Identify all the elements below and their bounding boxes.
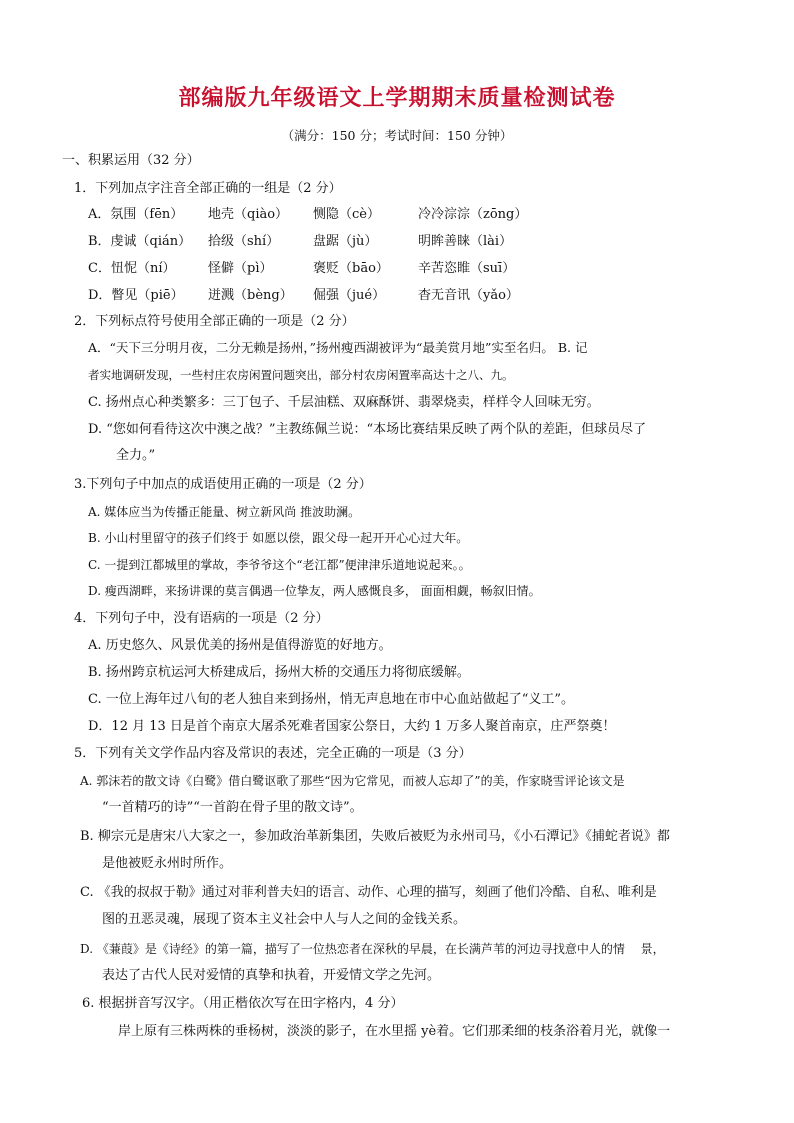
exam-info: （满分：150 分；考试时间：150 分钟） (281, 128, 513, 143)
option-d-4: 杳无音讯（yǎo） (418, 288, 519, 303)
option-line: 图的丑恶灵魂，展现了资本主义社会中人与人之间的金钱关系。 (102, 912, 467, 927)
option-a-3: 恻隐（cè） (313, 207, 380, 222)
option-b-3: 盘踞（jù） (313, 234, 378, 249)
option-line: B. 柳宗元是唐宋八大家之一，参加政治革新集团，失败后被贬为永州司马，《小石潭记》《捕蛇者说》都 (80, 829, 670, 844)
option-b-2: 拾级（shí） (208, 234, 280, 249)
option-c-4: 辛苦恣睢（suī） (418, 261, 516, 276)
option-line: 表达了古代人民对爱情的真挚和执着，开爱情文学之先河。 (102, 968, 441, 983)
option-a-1: A．氛围（fēn） (88, 207, 184, 222)
option-d-2: 迸溅（bèng） (208, 288, 293, 303)
option-a-4: 冷冷淙淙（zōng） (418, 207, 528, 222)
option-line: B. 小山村里留守的孩子们终于 如愿以偿，跟父母一起开开心心过大年。 (88, 531, 469, 545)
option-line: B. 扬州跨京杭运河大桥建成后，扬州大桥的交通压力将彻底缓解。 (88, 665, 470, 680)
option-line: “一首精巧的诗”“一首韵在骨子里的散文诗”。 (102, 800, 363, 815)
page-title: 部编版九年级语文上学期期末质量检测试卷 (178, 86, 616, 111)
question-4-stem: 4．下列句子中，没有语病的一项是（2 分） (74, 611, 329, 626)
question-1-stem: 1．下列加点字注音全部正确的一组是（2 分） (74, 181, 342, 196)
option-line: D. 《蒹葭》是《诗经》的第一篇，描写了一位热恋者在深秋的早晨，在长满芦苇的河边寻找意中人的情 景， (80, 942, 665, 956)
option-line: C. 一提到江都城里的掌故，李爷爷这个“老江都”便津津乐道地说起来。。 (88, 558, 471, 572)
option-a-2: 地壳（qiào） (208, 207, 289, 222)
option-line: 全力。” (116, 448, 156, 463)
option-line: D. 瘦西湖畔，来扬讲课的莫言偶遇一位挚友，两人感慨良多， 面面相觑，畅叙旧情。 (88, 584, 541, 598)
option-line: A. 历史悠久、风景优美的扬州是值得游览的好地方。 (88, 638, 392, 653)
option-c-2: 怪僻（pì） (208, 261, 273, 276)
option-d-3: 倔强（jué） (313, 288, 386, 303)
passage-line: 岸上原有三株两株的垂杨树，淡淡的影子，在水里摇 yè着。它们那柔细的枝条浴着月光，就像一 (118, 1024, 671, 1039)
option-line: 者实地调研发现，一些村庄农房闲置问题突出，部分村农房闲置率高达十之八、九。 (88, 368, 514, 382)
option-b-1: B．虔诚（qián） (88, 234, 192, 249)
option-line: C. 一位上海年过八旬的老人独自来到扬州，悄无声息地在市中心血站做起了“义工”。 (88, 692, 575, 707)
question-5-stem: 5．下列有关文学作品内容及常识的表述，完全正确的一项是（3 分） (74, 746, 472, 761)
option-line: C. 扬州点心种类繁多：三丁包子、千层油糕、双麻酥饼、翡翠烧卖，样样令人回味无穷。 (88, 395, 600, 410)
question-3-stem: 3.下列句子中加点的成语使用正确的一项是（2 分） (74, 477, 372, 492)
section-heading: 一、积累运用（32 分） (62, 153, 200, 168)
question-6-stem: 6. 根据拼音写汉字。（用正楷依次写在田字格内，4 分） (82, 996, 404, 1011)
option-line: A. 媒体应当为传播正能量、树立新风尚 推波助澜。 (88, 505, 361, 519)
question-2-stem: 2．下列标点符号使用全部正确的一项是（2 分） (74, 314, 355, 329)
option-c-3: 褒贬（bāo） (313, 261, 389, 276)
option-line: D．12 月 13 日是首个南京大屠杀死难者国家公祭日，大约 1 万多人聚首南京，庄严祭奠！ (88, 719, 616, 734)
option-line: C. 《我的叔叔于勒》通过对菲利普夫妇的语言、动作、心理的描写，刻画了他们冷酷、自私、唯利是 (80, 885, 657, 900)
option-line: A. 郭沫若的散文诗《白鹭》借白鹭讴歌了那些“因为它常见，而被人忘却了”的美，作家晓雪评论该文是 (80, 774, 625, 788)
option-b-4: 明眸善睐（lài） (418, 234, 513, 249)
option-d-1: D．瞥见（piē） (88, 288, 184, 303)
option-line: D. “您如何看待这次中澳之战？”主教练佩兰说：“本场比赛结果反映了两个队的差距，但球员尽了 (88, 422, 647, 437)
option-c-1: C．忸怩（ní） (88, 261, 176, 276)
option-line: 是他被贬永州时所作。 (102, 856, 233, 871)
option-line: A．“天下三分明月夜，二分无赖是扬州，”扬州瘦西湖被评为“最美赏月地”实至名归。 B. 记 (88, 340, 588, 355)
